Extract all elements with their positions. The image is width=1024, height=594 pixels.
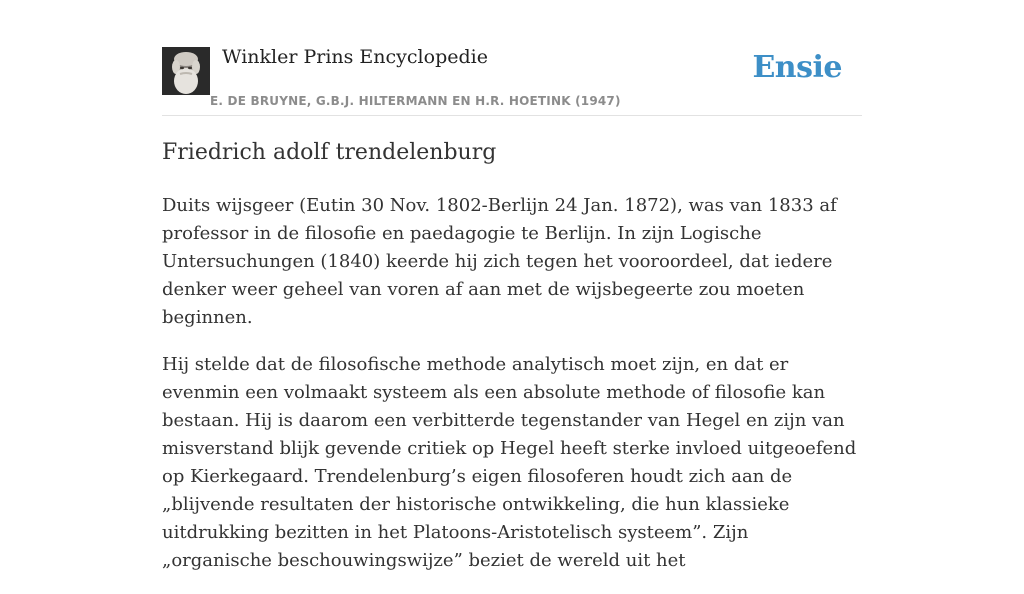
author-avatar[interactable] xyxy=(162,47,210,95)
bearded-man-portrait-icon xyxy=(162,47,210,95)
source-title[interactable]: Winkler Prins Encyclopedie xyxy=(222,46,488,68)
article-paragraph: Duits wijsgeer (Eutin 30 Nov. 1802-Berlijn 24 Jan. 1872), was van 1833 af professor in de filosofie en paedagogie te Berlijn. In zijn Logische Untersuchungen (1840) keerde hij zich tegen het vooroordeel, dat iedere denker weer geheel van voren af aan met de wijsbegeerte zou moeten beginnen. xyxy=(162,195,837,328)
article-body xyxy=(162,192,862,594)
source-header xyxy=(162,0,862,116)
content-container xyxy=(162,0,862,571)
ensie-logo[interactable]: Ensie xyxy=(752,50,842,85)
source-authors: E. DE BRUYNE, G.B.J. HILTERMANN EN H.R. HOETINK (1947) xyxy=(210,94,621,108)
article-title: Friedrich adolf trendelenburg xyxy=(162,140,497,165)
article-paragraph: Hij stelde dat de filosofische methode analytisch moet zijn, en dat er evenmin een volmaakt systeem als een absolute methode of filosofie kan bestaan. Hij is daarom een verbitterde tegenstander van Hegel en zijn van misverstand blijk gevende critiek op Hegel heeft sterke invloed uitgeoefend op Kierkegaard. Trendelenburg’s eigen filosoferen houdt zich aan de „blijvende resultaten der historische ontwikkeling, die hun klassieke uitdrukking bezitten in het Platoons-Aristotelisch systeem”. Zijn „organische beschouwingswijze” beziet de wereld uit het xyxy=(162,354,857,571)
